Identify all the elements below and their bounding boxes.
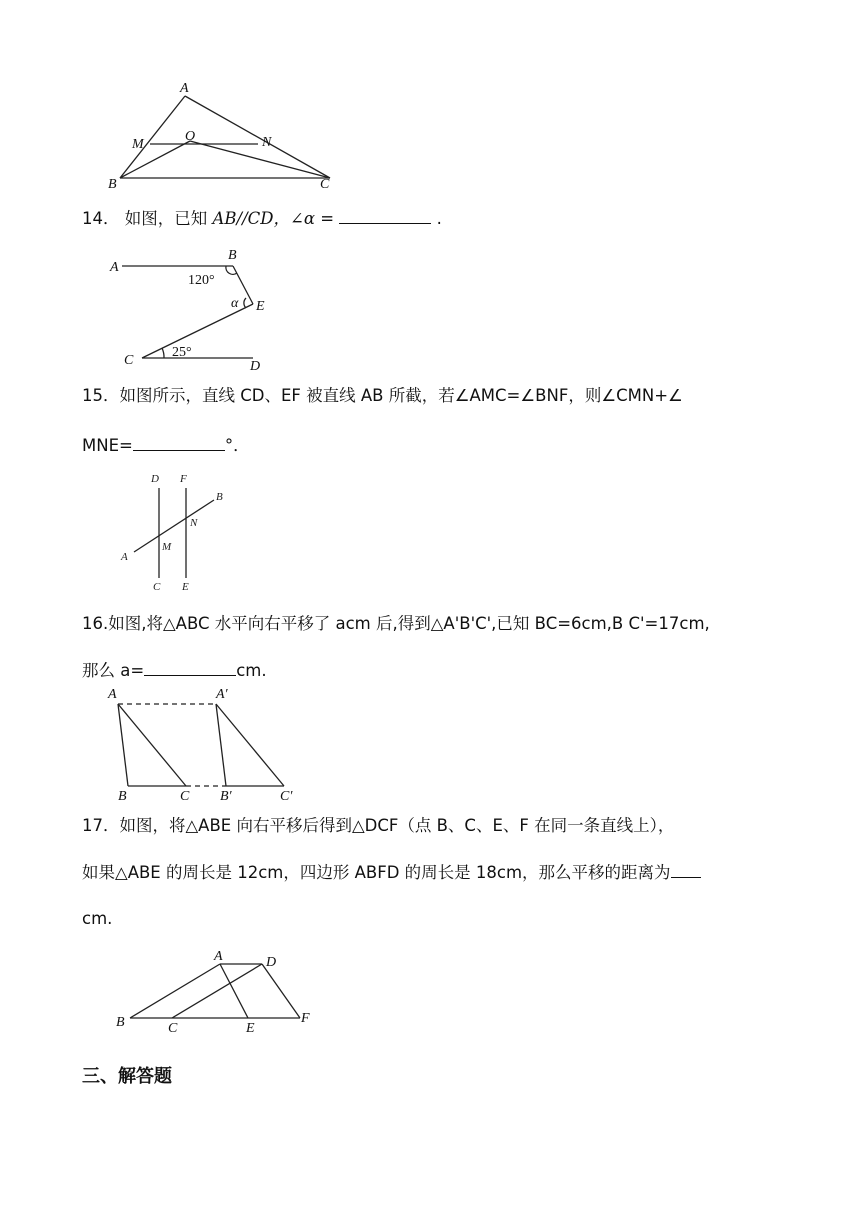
label-C: C	[180, 789, 190, 804]
label-C: C	[124, 353, 134, 368]
figure-13	[100, 78, 340, 193]
label-C: C	[168, 1021, 178, 1036]
label-N: N	[262, 135, 272, 150]
label-A: A	[110, 260, 119, 275]
label-A: A	[121, 551, 128, 563]
label-A-prime: A′	[216, 687, 228, 702]
question-17-line3: cm.	[82, 909, 113, 928]
section-title: 三、解答题	[82, 1066, 172, 1087]
question-15-line1: 15．如图所示，直线 CD、EF 被直线 AB 所截，若∠AMC=∠BNF，则∠CMN+∠	[82, 386, 683, 405]
label-M: M	[132, 137, 144, 152]
question-17-line2: 如果△ABE 的周长是 12cm，四边形 ABFD 的周长是 18cm，那么平移的距离为	[82, 862, 701, 884]
label-A: A	[214, 949, 223, 964]
label-C-prime: C′	[280, 789, 293, 804]
q14-end: .	[436, 209, 442, 228]
figure-14	[108, 244, 278, 374]
angle-25: 25°	[172, 345, 192, 360]
label-C: C	[153, 581, 161, 593]
label-N: N	[190, 517, 198, 529]
figure-17	[110, 948, 325, 1038]
label-D: D	[250, 359, 261, 374]
label-A: A	[108, 687, 117, 702]
label-B: B	[228, 248, 237, 263]
q17-answer-blank[interactable]	[671, 863, 701, 878]
q14-number: 14．	[82, 209, 120, 228]
question-15-line2: MNE= °．	[82, 436, 250, 455]
label-M: M	[162, 541, 172, 553]
label-A: A	[180, 81, 189, 96]
label-E: E	[246, 1021, 255, 1036]
label-O: O	[185, 129, 196, 144]
q14-text: 如图，已知	[124, 209, 208, 228]
label-D: D	[151, 473, 159, 485]
question-14	[82, 208, 442, 230]
q14-expression: AB//CD，∠α =	[212, 209, 335, 228]
question-17-line1: 17．如图，将△ABE 向右平移后得到△DCF（点 B、C、E、F 在同一条直线上），	[82, 816, 675, 835]
figure-16	[100, 684, 310, 804]
label-B-prime: B′	[220, 789, 232, 804]
q15-answer-blank[interactable]	[133, 436, 225, 451]
q16-answer-blank[interactable]	[144, 661, 236, 676]
label-B: B	[116, 1015, 125, 1030]
label-alpha: α	[231, 296, 239, 311]
q14-answer-blank[interactable]	[339, 209, 431, 224]
label-D: D	[266, 955, 277, 970]
label-B: B	[108, 177, 117, 192]
label-B: B	[118, 789, 127, 804]
label-E: E	[182, 581, 189, 593]
angle-120: 120°	[188, 273, 215, 288]
question-16-line2: 那么 a= cm.	[82, 661, 267, 680]
question-16-line1: 16.如图,将△ABC 水平向右平移了 acm 后,得到△A'B'C',已知 BC=6cm,B C'=17cm,	[82, 614, 710, 633]
label-F: F	[180, 473, 187, 485]
label-F: F	[301, 1011, 310, 1026]
label-C: C	[320, 177, 330, 192]
label-B: B	[216, 491, 223, 503]
label-E: E	[256, 299, 265, 314]
figure-15	[116, 470, 236, 595]
